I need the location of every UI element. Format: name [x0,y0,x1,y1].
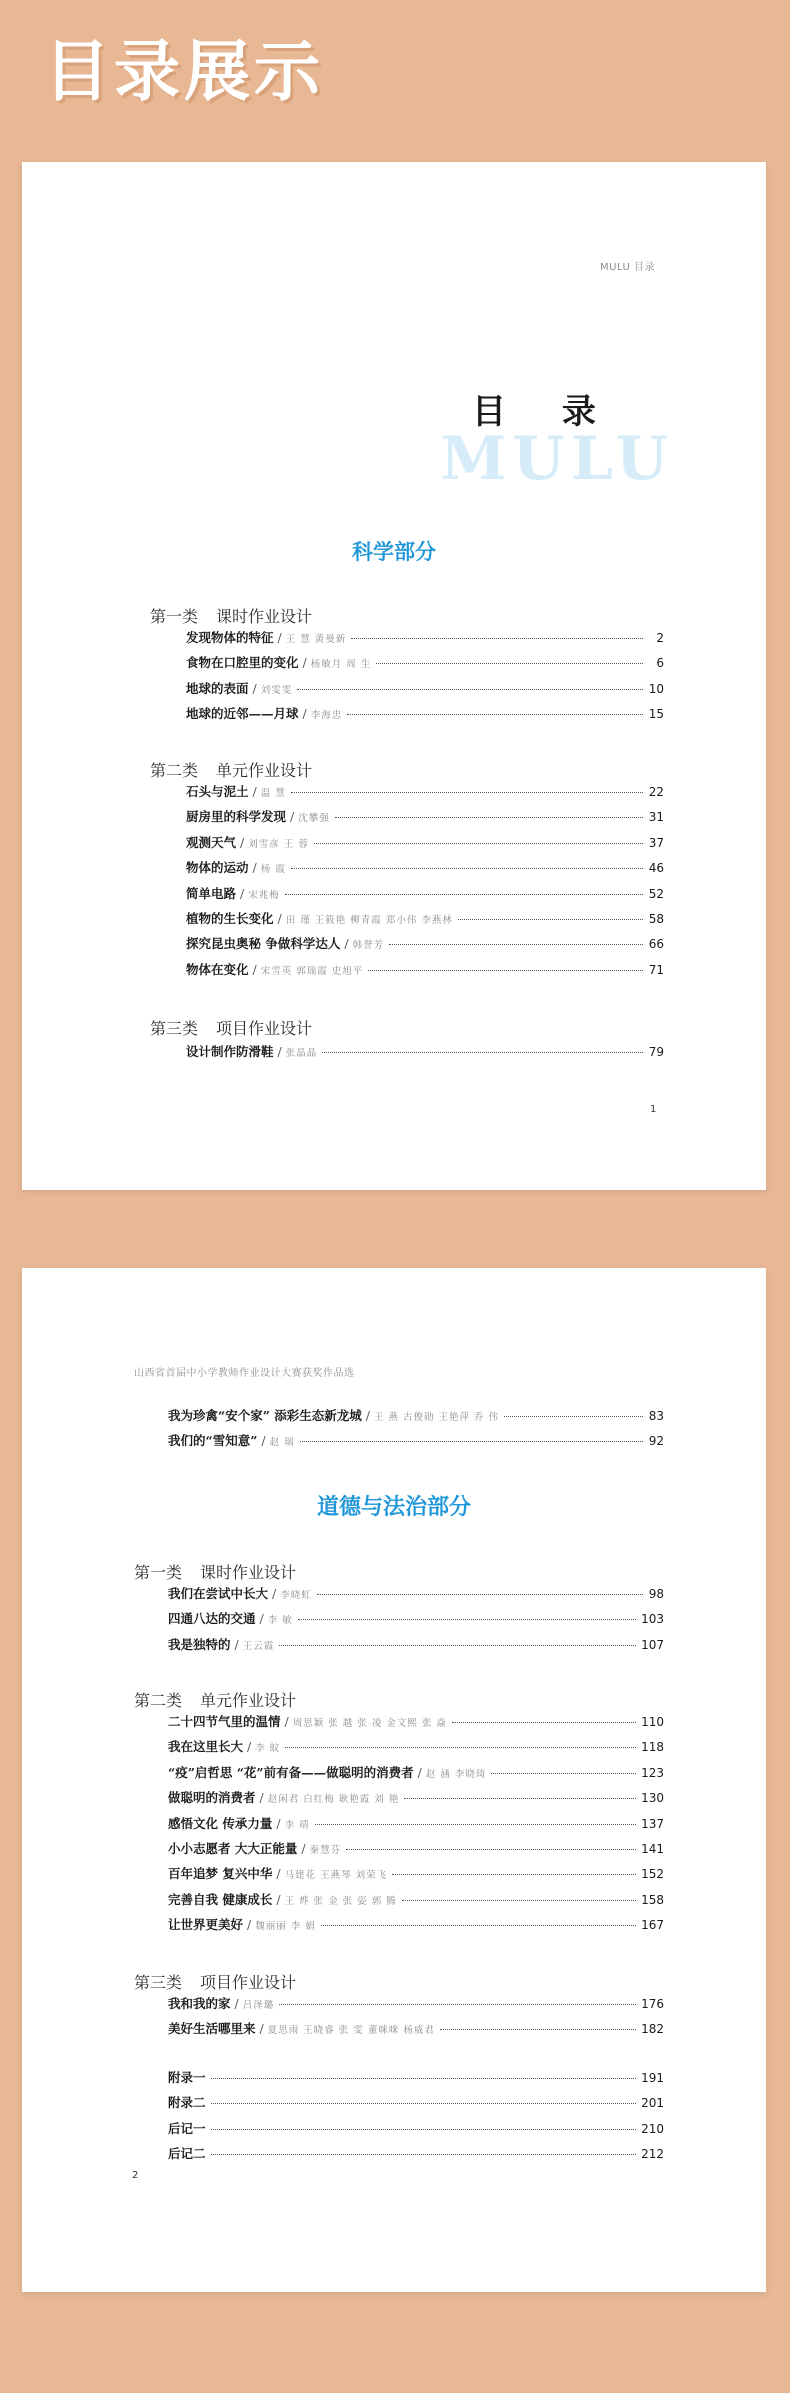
entry-title: 我们的“雪知意” [168,1433,258,1449]
toc-entry[interactable] [186,909,664,934]
entry-authors: 赵闲君 白红梅 耿艳霞 刘 艳 [267,1794,400,1806]
toc-entry[interactable] [168,1763,664,1788]
entry-title: 我在这里长大 [168,1739,244,1755]
toc-list [186,1042,664,1067]
toc-entry[interactable] [186,884,664,909]
entry-title: 美好生活哪里来 [168,2021,256,2037]
author-separator: / [247,1917,252,1933]
entry-page-number: 31 [648,810,664,825]
toc-entry[interactable] [168,2119,664,2144]
entry-authors: 王 慧 黄曼新 [285,634,347,645]
toc-entry[interactable] [186,653,664,678]
toc-entry[interactable] [168,1814,664,1839]
toc-entry[interactable] [168,1915,664,1940]
toc-entry[interactable] [168,1737,664,1762]
entry-title: 附录二 [168,2095,206,2111]
toc-entry[interactable] [168,2093,664,2118]
dot-leader [321,1925,636,1926]
entry-authors: 王 燕 古俊勋 王艳萍 乔 伟 [373,1412,500,1423]
entry-title: 完善自我 健康成长 [168,1891,273,1907]
toc-entry[interactable] [168,1890,664,1915]
dot-leader [314,843,643,844]
toc-entry[interactable] [186,679,664,704]
dot-leader [291,868,643,869]
entry-page-number: 92 [648,1434,664,1449]
entry-title: 设计制作防滑鞋 [186,1044,274,1059]
entry-authors: 杨敏月 周 生 [310,659,372,671]
dot-leader [392,1874,636,1875]
entry-page-number: 130 [641,1791,664,1806]
dot-leader [389,944,643,945]
entry-authors: 秦慧芬 [309,1844,342,1856]
entry-title: 探究昆虫奥秘 争做科学达人 [186,936,341,952]
entry-authors: 李 蚊 [255,1743,281,1755]
entry-title: 我们在尝试中长大 [168,1586,269,1601]
entry-authors: 赵 涵 李晓琦 [425,1768,487,1780]
entry-page-number: 212 [641,2147,664,2162]
dot-leader [315,1824,636,1825]
dot-leader [300,1441,643,1442]
author-separator: / [277,630,282,645]
entry-page-number: 158 [641,1892,664,1907]
author-separator: / [417,1764,422,1780]
page-number: 1 [650,1104,657,1115]
author-separator: / [276,1891,281,1907]
entry-authors: 刘雪彦 王 蓉 [248,838,309,850]
toc-page-1 [22,162,766,1190]
toc-page-2 [22,1268,766,2292]
entry-page-number: 167 [641,1918,664,1933]
dot-leader [335,817,643,818]
entry-authors: 温 慧 [260,788,286,799]
dot-leader [298,1619,636,1620]
category-heading: 第三类 项目作业设计 [134,1973,297,1992]
dot-leader [376,663,643,664]
category-heading: 第三类 项目作业设计 [150,1019,313,1038]
toc-list [168,1712,664,1941]
toc-entry[interactable] [186,704,664,729]
entry-page-number: 79 [648,1045,664,1059]
entry-page-number: 210 [641,2121,664,2136]
toc-entry[interactable] [186,628,664,653]
entry-page-number: 103 [641,1612,664,1627]
dot-leader [317,1594,643,1595]
author-separator: / [276,1815,281,1831]
entry-page-number: 37 [648,835,664,850]
entry-page-number: 52 [648,886,664,901]
author-separator: / [252,860,257,876]
entry-authors: 沈攀强 [298,813,330,825]
toc-entry[interactable] [168,1406,664,1431]
entry-page-number: 66 [648,937,664,952]
toc-entry[interactable] [168,1839,664,1864]
entry-title: 发现物体的特征 [186,630,274,645]
entry-title: 后记一 [168,2120,206,2136]
running-head: 山西省首届中小学教师作业设计大赛获奖作品选 [134,1368,355,1379]
entry-page-number: 137 [641,1816,664,1831]
dot-leader [211,2154,637,2155]
toc-entry[interactable] [186,1042,664,1067]
entry-page-number: 201 [641,2096,664,2111]
entry-authors: 刘雯雯 [260,684,293,696]
page-title: 目 录 [472,392,618,432]
entry-title: 物体的运动 [186,860,249,876]
author-separator: / [284,1714,289,1729]
entry-title: 简单电路 [186,885,237,901]
entry-authors: 李晓虹 [280,1590,312,1601]
entry-page-number: 98 [648,1587,664,1601]
toc-entry[interactable] [168,1635,664,1660]
toc-entry[interactable] [168,2019,664,2044]
entry-authors: 魏丽丽 李 娟 [255,1921,316,1933]
entry-page-number: 182 [641,2022,664,2037]
entry-title: 地球的近邻——月球 [186,706,299,722]
toc-list [168,1584,664,1660]
toc-entry[interactable] [186,807,664,832]
entry-title: 做聪明的消费者 [168,1790,256,1806]
entry-authors: 吕泽璐 [242,2000,275,2011]
entry-authors: 王云霞 [242,1640,275,1652]
entry-title: 感悟文化 传承力量 [168,1815,273,1831]
author-separator: / [234,1636,239,1652]
author-separator: / [290,809,295,825]
entry-title: 植物的生长变化 [186,910,274,926]
dot-leader [346,1849,636,1850]
toc-entry[interactable] [186,782,664,807]
toc-entry[interactable] [168,1431,664,1456]
author-separator: / [252,784,257,799]
toc-list [186,628,664,730]
dot-leader [211,2103,637,2104]
entry-authors: 田 瑾 王筱艳 柳青霞 郑小伟 李燕林 [285,914,453,926]
entry-page-number: 152 [641,1867,664,1882]
entry-page-number: 110 [641,1715,664,1729]
banner-title: 目录展示 [44,33,324,110]
entry-authors: 韩誉芳 [352,940,385,952]
entry-page-number: 2 [656,631,664,645]
page-number: 2 [132,2170,139,2181]
entry-page-number: 10 [648,681,664,696]
dot-leader [491,1773,636,1774]
entry-title: 地球的表面 [186,680,249,696]
entry-title: 食物在口腔里的变化 [186,655,299,671]
entry-title: 观测天气 [186,834,237,850]
entry-authors: 马建花 王燕琴 刘荣飞 [284,1870,388,1882]
author-separator: / [252,961,257,977]
toc-entry[interactable] [168,2144,664,2169]
dot-leader [211,2078,637,2079]
running-head: MULU 目录 [600,262,656,273]
entry-authors: 周思颖 张 越 张 凌 金文熙 张 焱 [292,1718,447,1729]
author-separator: / [261,1433,266,1449]
entry-page-number: 22 [648,785,664,799]
dot-leader [368,970,643,971]
dot-leader [458,919,643,920]
entry-title: “疫”启哲思 “花”前有备——做聪明的消费者 [168,1764,414,1780]
toc-list [168,1994,664,2045]
dot-leader [279,2004,636,2005]
dot-leader [402,1900,636,1901]
entry-title: 百年追梦 复兴中华 [168,1866,273,1882]
entry-title: 附录一 [168,2070,206,2085]
toc-entry[interactable] [186,833,664,858]
dot-leader [285,1747,636,1748]
author-separator: / [247,1739,252,1755]
entry-authors: 王 烨 张 金 张 姿 郭 腾 [284,1895,397,1907]
entry-title: 让世界更美好 [168,1917,244,1933]
dot-leader [404,1798,636,1799]
entry-page-number: 176 [641,1997,664,2011]
toc-list-appendix [168,2068,664,2170]
entry-title: 我是独特的 [168,1636,231,1652]
toc-list [186,782,664,985]
entry-authors: 杨 霞 [260,864,286,876]
toc-entry[interactable] [168,2068,664,2093]
entry-authors: 宋雪英 郭瑞霞 史旭平 [260,965,364,977]
author-separator: / [365,1408,370,1423]
dot-leader [279,1645,636,1646]
dot-leader [347,714,643,715]
section-title: 科学部分 [352,540,436,564]
entry-title: 我和我的家 [168,1996,231,2011]
dot-leader [504,1416,643,1417]
entry-page-number: 71 [648,962,664,977]
toc-entry[interactable] [186,858,664,883]
entry-title: 二十四节气里的温情 [168,1714,281,1729]
entry-title: 我为珍禽“安个家” 添彩生态新龙城 [168,1408,362,1423]
entry-authors: 李 敏 [267,1615,293,1627]
entry-page-number: 118 [641,1740,664,1755]
entry-page-number: 6 [656,656,664,671]
dot-leader [285,894,643,895]
dot-leader [452,1722,636,1723]
author-separator: / [344,936,349,952]
toc-entry[interactable] [168,1994,664,2019]
entry-page-number: 46 [648,861,664,876]
entry-title: 后记二 [168,2146,206,2162]
author-separator: / [259,1611,264,1627]
entry-page-number: 123 [641,1765,664,1780]
author-separator: / [277,910,282,926]
author-separator: / [277,1044,282,1059]
entry-page-number: 58 [648,911,664,926]
author-separator: / [252,680,257,696]
dot-leader [211,2129,637,2130]
entry-authors: 张晶晶 [285,1048,318,1059]
entry-title: 物体在变化 [186,961,249,977]
author-separator: / [302,655,307,671]
toc-entry[interactable] [186,960,664,985]
entry-page-number: 15 [648,707,664,722]
toc-entry[interactable] [168,1712,664,1737]
section-title: 道德与法治部分 [316,1495,471,1520]
entry-authors: 李 靖 [284,1819,310,1831]
entry-authors: 李海忠 [310,710,343,722]
entry-page-number: 107 [641,1637,664,1652]
entry-page-number: 191 [641,2071,664,2085]
toc-entry[interactable] [168,1609,664,1634]
dot-leader [291,792,643,793]
author-separator: / [301,1840,306,1856]
category-heading: 第一类 课时作业设计 [134,1563,297,1582]
entry-authors: 宋兆梅 [248,889,280,901]
dot-leader [440,2029,636,2030]
entry-title: 厨房里的科学发现 [186,809,287,825]
dot-leader [297,689,643,690]
toc-entry[interactable] [168,1864,664,1889]
author-separator: / [240,834,245,850]
toc-list-continued [168,1406,664,1457]
author-separator: / [240,885,245,901]
dot-leader [322,1052,643,1053]
entry-authors: 赵 瑞 [269,1437,295,1449]
category-heading: 第一类 课时作业设计 [150,607,313,626]
entry-page-number: 83 [648,1409,664,1423]
entry-title: 四通八达的交通 [168,1611,256,1627]
entry-authors: 夏思雨 王晓睿 张 雯 董咪咪 杨威君 [267,2025,435,2037]
entry-title: 石头与泥土 [186,784,249,799]
category-heading: 第二类 单元作业设计 [150,761,313,780]
mulu-watermark: MULU [440,424,674,494]
author-separator: / [234,1996,239,2011]
author-separator: / [259,2021,264,2037]
author-separator: / [302,706,307,722]
entry-page-number: 141 [641,1841,664,1856]
author-separator: / [272,1586,277,1601]
toc-entry[interactable] [186,934,664,959]
author-separator: / [259,1790,264,1806]
category-heading: 第二类 单元作业设计 [134,1691,297,1710]
entry-title: 小小志愿者 大大正能量 [168,1840,298,1856]
toc-entry[interactable] [168,1788,664,1813]
author-separator: / [276,1866,281,1882]
toc-entry[interactable] [168,1584,664,1609]
dot-leader [351,638,643,639]
